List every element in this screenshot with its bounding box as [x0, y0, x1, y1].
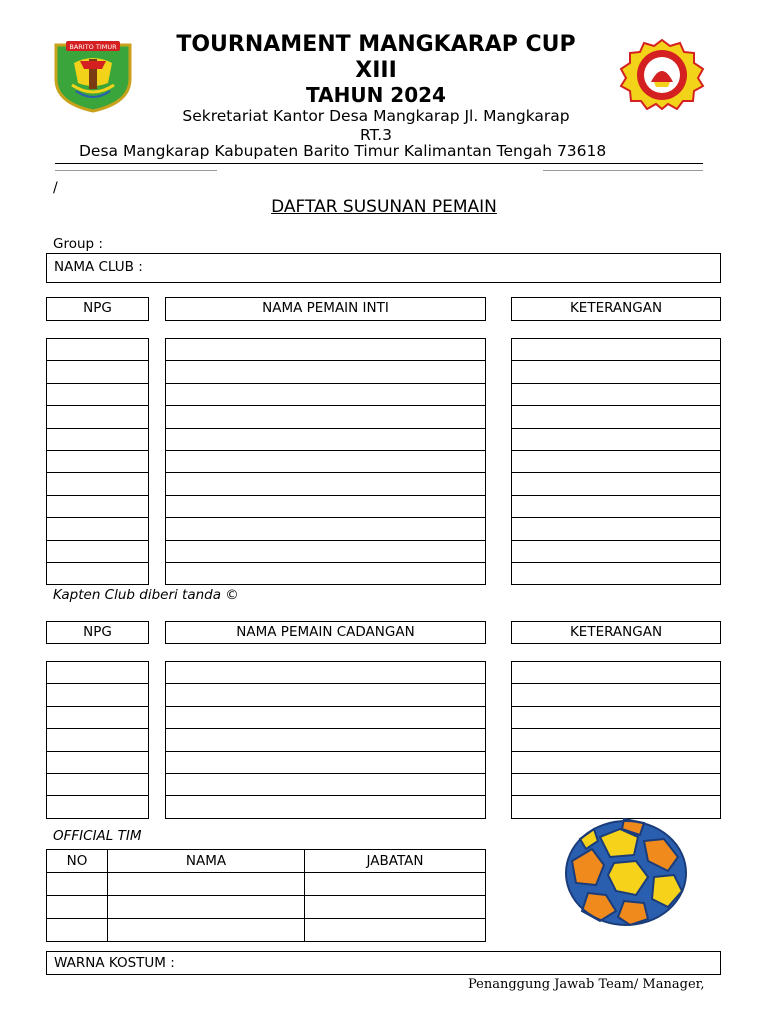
sub-row-4-name-cell[interactable] — [165, 729, 486, 751]
main-row-5-npg-cell[interactable] — [46, 429, 149, 451]
sub-row-3-name-cell[interactable] — [165, 707, 486, 729]
sub-row-7-npg-cell[interactable] — [46, 796, 149, 818]
club-name-label: NAMA CLUB : — [54, 259, 143, 275]
soccer-ball-image — [560, 815, 692, 927]
sub-row-2-npg-cell[interactable] — [46, 684, 149, 706]
official-row-2-nama-cell[interactable] — [108, 896, 305, 919]
sub-header-keterangan: KETERANGAN — [511, 621, 721, 644]
header-title-line2: XIII — [355, 58, 397, 83]
main-row-7-npg-cell[interactable] — [46, 473, 149, 495]
main-row-10-name-cell[interactable] — [165, 541, 486, 563]
header-address-line2: RT.3 — [359, 126, 393, 144]
sub-row-7-name-cell[interactable] — [165, 796, 486, 818]
village-seal-logo — [618, 38, 706, 110]
main-row-10-keterangan-cell[interactable] — [511, 541, 721, 563]
club-name-field[interactable] — [46, 253, 721, 283]
official-header-no: NO — [47, 850, 108, 873]
official-title: OFFICIAL TIM — [53, 828, 142, 844]
main-header-keterangan: KETERANGAN — [511, 297, 721, 321]
official-row — [47, 896, 486, 919]
official-row-1-no-cell[interactable] — [47, 873, 108, 896]
main-row-5-keterangan-cell[interactable] — [511, 429, 721, 451]
main-row-2-npg-cell[interactable] — [46, 361, 149, 383]
official-header-nama: NAMA — [108, 850, 305, 873]
official-row-3-jabatan-cell[interactable] — [305, 919, 486, 942]
official-row — [47, 873, 486, 896]
header-address-line3: Desa Mangkarap Kabupaten Barito Timur Kalimantan Tengah 73618 — [79, 142, 607, 160]
main-row-4-name-cell[interactable] — [165, 406, 486, 428]
sub-row-2-name-cell[interactable] — [165, 684, 486, 706]
official-row — [47, 919, 486, 942]
official-row-3-nama-cell[interactable] — [108, 919, 305, 942]
main-row-8-keterangan-cell[interactable] — [511, 496, 721, 518]
group-label: Group : — [53, 236, 103, 252]
main-row-1-npg-cell[interactable] — [46, 338, 149, 361]
sub-row-2-keterangan-cell[interactable] — [511, 684, 721, 706]
official-header-jabatan: JABATAN — [305, 850, 486, 873]
official-row-1-jabatan-cell[interactable] — [305, 873, 486, 896]
main-row-10-npg-cell[interactable] — [46, 541, 149, 563]
sub-header-name: NAMA PEMAIN CADANGAN — [165, 621, 486, 644]
sub-row-4-npg-cell[interactable] — [46, 729, 149, 751]
main-row-3-name-cell[interactable] — [165, 384, 486, 406]
sub-row-6-name-cell[interactable] — [165, 774, 486, 796]
main-row-5-name-cell[interactable] — [165, 429, 486, 451]
sub-header-npg: NPG — [46, 621, 149, 644]
header-divider-thin-left — [55, 170, 217, 171]
sub-row-3-npg-cell[interactable] — [46, 707, 149, 729]
sub-row-5-name-cell[interactable] — [165, 752, 486, 774]
sub-row-1-npg-cell[interactable] — [46, 661, 149, 684]
sub-row-6-keterangan-cell[interactable] — [511, 774, 721, 796]
main-row-2-name-cell[interactable] — [165, 361, 486, 383]
document-title: DAFTAR SUSUNAN PEMAIN — [271, 197, 497, 217]
main-row-3-npg-cell[interactable] — [46, 384, 149, 406]
official-row-3-no-cell[interactable] — [47, 919, 108, 942]
sub-row-5-keterangan-cell[interactable] — [511, 752, 721, 774]
main-row-7-keterangan-cell[interactable] — [511, 473, 721, 495]
main-row-6-keterangan-cell[interactable] — [511, 451, 721, 473]
sub-row-1-name-cell[interactable] — [165, 661, 486, 684]
captain-note: Kapten Club diberi tanda © — [53, 587, 239, 603]
signature-label: Penanggung Jawab Team/ Manager, — [468, 977, 705, 992]
main-row-11-npg-cell[interactable] — [46, 563, 149, 585]
main-header-npg: NPG — [46, 297, 149, 321]
official-row-2-no-cell[interactable] — [47, 896, 108, 919]
slash-mark: / — [53, 180, 58, 196]
main-row-4-keterangan-cell[interactable] — [511, 406, 721, 428]
barito-timur-logo — [52, 39, 134, 113]
costume-color-field[interactable] — [46, 951, 721, 975]
main-header-name: NAMA PEMAIN INTI — [165, 297, 486, 321]
main-row-9-name-cell[interactable] — [165, 518, 486, 540]
header-divider-thin-right — [543, 170, 703, 171]
main-row-8-npg-cell[interactable] — [46, 496, 149, 518]
sub-row-3-keterangan-cell[interactable] — [511, 707, 721, 729]
main-row-8-name-cell[interactable] — [165, 496, 486, 518]
main-row-7-name-cell[interactable] — [165, 473, 486, 495]
main-row-9-npg-cell[interactable] — [46, 518, 149, 540]
costume-color-label: WARNA KOSTUM : — [54, 955, 175, 971]
main-row-9-keterangan-cell[interactable] — [511, 518, 721, 540]
svg-text:BARITO TIMUR: BARITO TIMUR — [69, 43, 117, 51]
sub-row-5-npg-cell[interactable] — [46, 752, 149, 774]
main-row-2-keterangan-cell[interactable] — [511, 361, 721, 383]
sub-row-1-keterangan-cell[interactable] — [511, 661, 721, 684]
main-row-1-name-cell[interactable] — [165, 338, 486, 361]
sub-row-6-npg-cell[interactable] — [46, 774, 149, 796]
sub-row-4-keterangan-cell[interactable] — [511, 729, 721, 751]
header-title-line1: TOURNAMENT MANGKARAP CUP — [176, 32, 576, 57]
main-row-6-name-cell[interactable] — [165, 451, 486, 473]
main-row-11-name-cell[interactable] — [165, 563, 486, 585]
main-row-6-npg-cell[interactable] — [46, 451, 149, 473]
main-row-4-npg-cell[interactable] — [46, 406, 149, 428]
main-row-3-keterangan-cell[interactable] — [511, 384, 721, 406]
header-title-line3: TAHUN 2024 — [306, 83, 446, 107]
header-divider — [55, 163, 703, 164]
official-table — [46, 849, 486, 942]
official-row-2-jabatan-cell[interactable] — [305, 896, 486, 919]
main-row-1-keterangan-cell[interactable] — [511, 338, 721, 361]
official-row-1-nama-cell[interactable] — [108, 873, 305, 896]
main-row-11-keterangan-cell[interactable] — [511, 563, 721, 585]
header-address-line1: Sekretariat Kantor Desa Mangkarap Jl. Mangkarap — [182, 107, 570, 125]
